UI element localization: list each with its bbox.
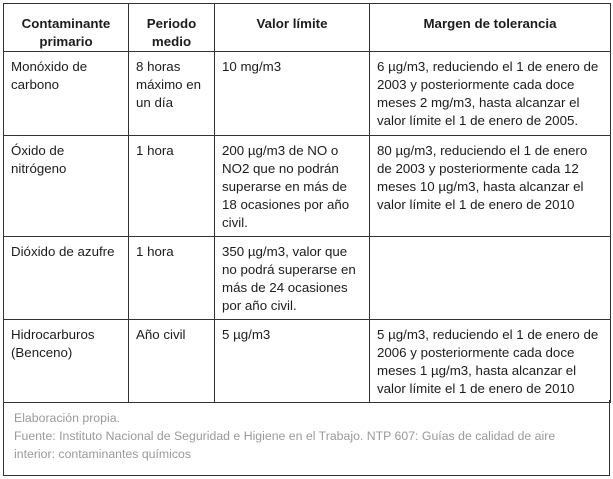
table-caption [3,400,610,476]
cell-tolerance: 5 µg/m3, reduciendo el 1 de enero de 2006 y posteriormente cada doce meses 1 µg/m3, hasta alcanzar el valor límite el 1 de enero de 2010 [370,320,611,403]
table-row [4,136,611,237]
cell-period: 1 hora [129,237,215,320]
cell-limit: 200 µg/m3 de NO o NO2 que no podrán superarse en más de 18 ocasiones por año civil. [215,136,370,237]
pollutant-limits-table [3,3,611,403]
table-row [4,320,611,403]
cell-pollutant: Óxido de nitrógeno [4,136,129,237]
cell-pollutant: Monóxido de carbono [4,52,129,136]
cell-period: 8 horas máximo en un día [129,52,215,136]
cell-tolerance: 6 µg/m3, reduciendo el 1 de enero de 2003 y posteriormente cada doce meses 2 mg/m3, hasta alcanzar el valor límite el 1 de enero de 2005. [370,52,611,136]
header-pollutant: Contaminante primario [4,4,129,52]
cell-tolerance [370,237,611,320]
cell-pollutant: Dióxido de azufre [4,237,129,320]
cell-pollutant: Hidrocarburos (Benceno) [4,320,129,403]
header-tolerance: Margen de tolerancia [370,4,611,52]
cell-limit: 350 µg/m3, valor que no podrá superarse en más de 24 ocasiones por año civil. [215,237,370,320]
table-header-row [4,4,611,52]
cell-limit: 5 µg/m3 [215,320,370,403]
cell-period: 1 hora [129,136,215,237]
caption-credit: Elaboración propia. [14,411,120,425]
cell-period: Año civil [129,320,215,403]
table-row [4,237,611,320]
cell-tolerance: 80 µg/m3, reduciendo el 1 de enero de 2003 y posteriormente cada 12 meses 10 µg/m3, hasta alcanzar el valor límite el 1 de enero de 2010 [370,136,611,237]
header-limit: Valor límite [215,4,370,52]
header-period: Periodo medio [129,4,215,52]
caption-source: Fuente: Instituto Nacional de Seguridad e Higiene en el Trabajo. NTP 607: Guías de calidad de aire interior: contaminantes químicos [14,429,556,461]
cell-limit: 10 mg/m3 [215,52,370,136]
table-row [4,52,611,136]
